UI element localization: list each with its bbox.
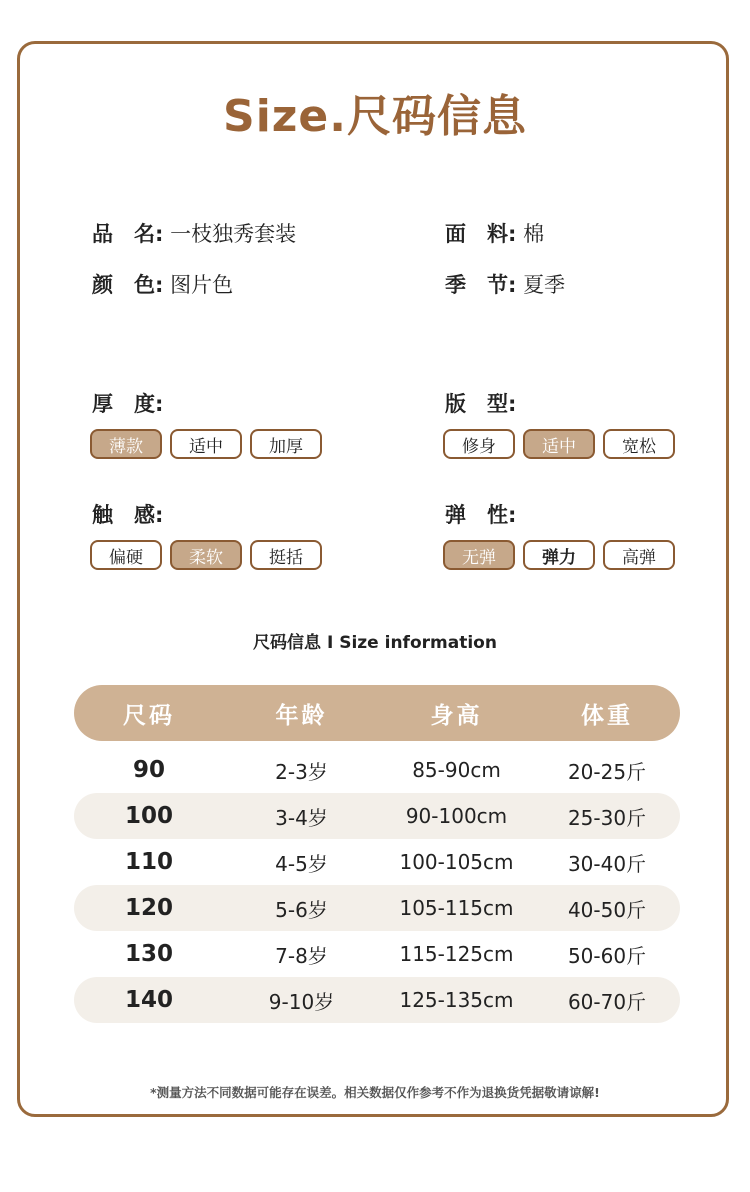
cell-size: 90 xyxy=(132,757,165,783)
thickness-option-thin: 薄款 xyxy=(90,429,162,459)
info-color-key: 颜 色 xyxy=(92,273,155,297)
table-row xyxy=(74,793,680,839)
page-title: Size.尺码信息 xyxy=(223,91,527,142)
cell-size: 140 xyxy=(124,987,173,1013)
info-name-value: 一枝独秀套装 xyxy=(170,222,297,246)
cell-size: 100 xyxy=(124,803,173,829)
info-name: 品 名: 一枝独秀套装 xyxy=(92,218,296,248)
info-color-value: 图片色 xyxy=(170,273,234,297)
cell-height: 100-105cm xyxy=(399,850,514,874)
header-age: 年龄 xyxy=(275,702,328,729)
cell-weight: 40-50斤 xyxy=(567,897,647,922)
cell-age: 2-3岁 xyxy=(275,759,328,784)
thickness-option-medium: 适中 xyxy=(170,429,242,459)
thickness-option-thick: 加厚 xyxy=(250,429,322,459)
table-header xyxy=(74,685,680,741)
touch-option-soft: 柔软 xyxy=(170,540,242,570)
info-color: 颜 色: 图片色 xyxy=(92,269,233,299)
cell-size: 120 xyxy=(124,895,173,921)
elasticity-option-high: 高弹 xyxy=(603,540,675,570)
cell-weight: 60-70斤 xyxy=(567,989,647,1014)
fit-option-slim: 修身 xyxy=(443,429,515,459)
elasticity-tags xyxy=(443,540,675,570)
cell-age: 9-10岁 xyxy=(268,989,335,1014)
info-material-key: 面 料 xyxy=(445,222,508,246)
cell-height: 125-135cm xyxy=(399,988,514,1012)
cell-weight: 20-25斤 xyxy=(567,759,647,784)
info-season-value: 夏季 xyxy=(523,273,566,297)
size-section-title: 尺码信息 I Size information xyxy=(253,633,497,653)
elasticity-option-none: 无弹 xyxy=(443,540,515,570)
fit-label: 版 型: xyxy=(445,392,517,416)
table-row xyxy=(74,747,680,793)
table-row xyxy=(74,977,680,1023)
fit-option-loose: 宽松 xyxy=(603,429,675,459)
header-height: 身高 xyxy=(430,702,483,729)
table-row xyxy=(74,839,680,885)
header-weight: 体重 xyxy=(581,702,633,729)
thickness-tags xyxy=(90,429,322,459)
thickness-label: 厚 度: xyxy=(92,392,164,416)
cell-size: 130 xyxy=(124,941,173,967)
disclaimer-note: *测量方法不同数据可能存在误差。相关数据仅作参考不作为退换货凭据敬请谅解! xyxy=(150,1085,600,1100)
info-season-key: 季 节 xyxy=(445,273,508,297)
cell-weight: 30-40斤 xyxy=(567,851,647,876)
cell-age: 7-8岁 xyxy=(275,943,328,968)
info-season: 季 节: 夏季 xyxy=(445,269,565,299)
elasticity-option-stretch: 弹力 xyxy=(523,540,595,570)
cell-age: 5-6岁 xyxy=(275,897,328,922)
touch-option-hard: 偏硬 xyxy=(90,540,162,570)
fit-tags xyxy=(443,429,675,459)
cell-size: 110 xyxy=(124,849,173,875)
cell-age: 4-5岁 xyxy=(275,851,328,876)
cell-height: 115-125cm xyxy=(399,942,514,966)
cell-age: 3-4岁 xyxy=(275,805,328,830)
cell-height: 85-90cm xyxy=(412,758,501,782)
elasticity-label: 弹 性: xyxy=(445,503,517,527)
info-material-value: 棉 xyxy=(523,222,545,246)
header-size: 尺码 xyxy=(123,702,175,729)
fit-option-regular: 适中 xyxy=(523,429,595,459)
cell-height: 105-115cm xyxy=(399,896,514,920)
table-row xyxy=(74,931,680,977)
info-name-key: 品 名 xyxy=(92,222,155,246)
table-row xyxy=(74,885,680,931)
cell-height: 90-100cm xyxy=(405,804,508,828)
touch-tags xyxy=(90,540,322,570)
cell-weight: 25-30斤 xyxy=(567,805,647,830)
touch-option-crisp: 挺括 xyxy=(250,540,322,570)
touch-label: 触 感: xyxy=(92,503,164,527)
cell-weight: 50-60斤 xyxy=(567,943,647,968)
info-material: 面 料: 棉 xyxy=(445,218,544,248)
